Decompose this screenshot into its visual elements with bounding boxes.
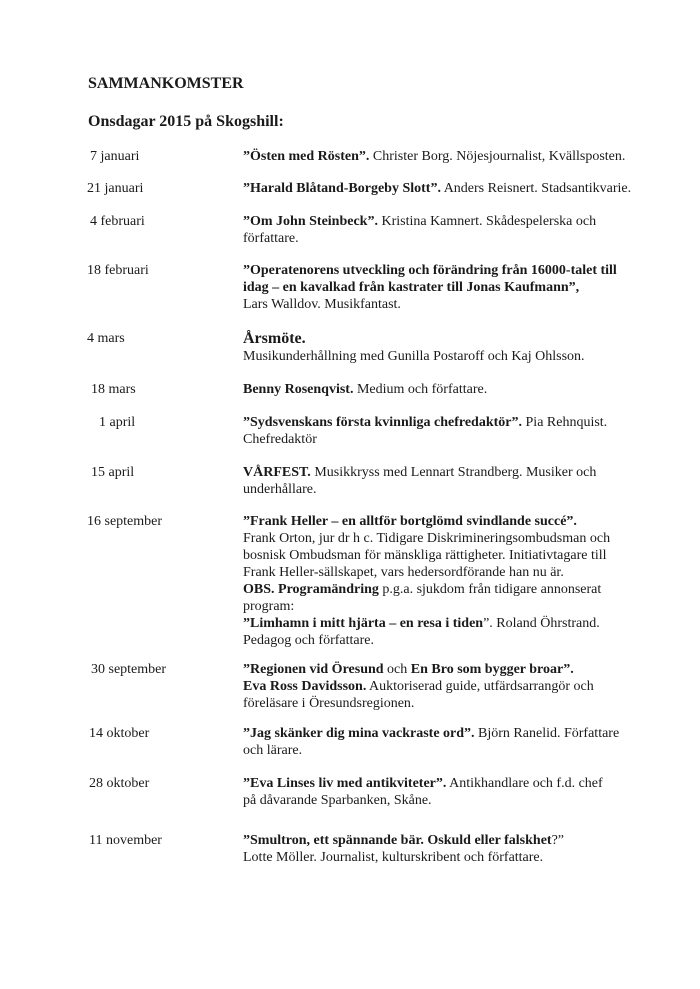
- bold-text: ”Östen med Rösten”.: [243, 149, 370, 164]
- text: Lotte Möller. Journalist, kulturskribent och författare.: [243, 850, 544, 865]
- event-date: 15 april: [91, 465, 135, 480]
- description-line: [243, 381, 643, 398]
- text: Antikhandlare och f.d. chef: [446, 776, 603, 791]
- event-description: [243, 464, 643, 498]
- event-description: [243, 775, 643, 809]
- bold-text: ”Smultron, ett spännande bär. Oskuld eller falskhet: [243, 833, 552, 848]
- text: underhållare.: [243, 482, 317, 497]
- event-description: [243, 180, 643, 197]
- bold-text: ”Regionen vid Öresund: [243, 662, 384, 677]
- event-date: 21 januari: [87, 181, 144, 196]
- description-line: [243, 279, 643, 296]
- event-description: [243, 381, 643, 398]
- event-date: 4 mars: [87, 331, 125, 346]
- bold-text: ”Eva Linses liv med antikviteter”.: [243, 776, 447, 791]
- text: Anders Reisnert. Stadsantikvarie.: [440, 181, 632, 196]
- event-date: 28 oktober: [89, 776, 150, 791]
- text: Medium och författare.: [353, 382, 488, 397]
- text: Musikkryss med Lennart Strandberg. Musiker och: [310, 465, 597, 480]
- description-line: [243, 678, 643, 695]
- bold-text: En Bro som bygger broar”.: [410, 662, 574, 677]
- description-line: [243, 695, 643, 712]
- description-line: [243, 262, 643, 279]
- text: p.g.a. sjukdom från tidigare annonserat: [378, 582, 602, 597]
- event-description: [243, 330, 643, 365]
- event-date: 1 april: [99, 415, 136, 430]
- text: författare.: [243, 231, 299, 246]
- description-line: [243, 348, 643, 365]
- event-date: 14 oktober: [89, 726, 150, 741]
- text: Chefredaktör: [243, 432, 317, 447]
- description-line: [243, 481, 643, 498]
- text: på dåvarande Sparbanken, Skåne.: [243, 793, 432, 808]
- description-line: [243, 530, 643, 547]
- bold-text: ”Om John Steinbeck”.: [243, 214, 378, 229]
- text: program:: [243, 599, 295, 614]
- description-line: [243, 213, 643, 230]
- description-line: [243, 513, 643, 530]
- description-line: [243, 431, 643, 448]
- text: Musikunderhållning med Gunilla Postaroff och Kaj Ohlsson.: [243, 349, 585, 364]
- description-line: [243, 180, 643, 197]
- page-title: SAMMANKOMSTER: [88, 75, 244, 92]
- event-description: [243, 725, 643, 759]
- text: Pia Rehnquist.: [522, 415, 608, 430]
- description-line: [243, 414, 643, 431]
- event-description: [243, 832, 643, 866]
- text: Auktoriserad guide, utfärdsarrangör och: [366, 679, 594, 694]
- bold-text: OBS. Programändring: [243, 582, 379, 597]
- event-date: 7 januari: [90, 149, 140, 164]
- text: Kristina Kamnert. Skådespelerska och: [377, 214, 597, 229]
- bold-text: idag – en kavalkad från kastrater till Jonas Kaufmann”,: [243, 280, 580, 295]
- event-description: [243, 148, 643, 165]
- text: Christer Borg. Nöjesjournalist, Kvällsposten.: [369, 149, 626, 164]
- description-line: [243, 464, 643, 481]
- bold-text: VÅRFEST.: [243, 465, 311, 480]
- event-date: 11 november: [89, 833, 162, 848]
- bold-text: Årsmöte.: [243, 330, 306, 347]
- bold-text: Eva Ross Davidsson.: [243, 679, 367, 694]
- bold-text: ”Jag skänker dig mina vackraste ord”.: [243, 726, 475, 741]
- bold-text: ”Limhamn i mitt hjärta – en resa i tiden: [243, 616, 484, 631]
- event-description: [243, 661, 643, 712]
- text: och: [383, 662, 411, 677]
- description-line: [243, 661, 643, 678]
- description-line: [243, 598, 643, 615]
- text: Frank Orton, jur dr h c. Tidigare Diskrimineringsombudsman och: [243, 531, 611, 546]
- description-line: [243, 564, 643, 581]
- event-date: 30 september: [91, 662, 167, 677]
- description-line: [243, 742, 643, 759]
- bold-text: ”Frank Heller – en alltför bortglömd svindlande succé”.: [243, 514, 577, 529]
- bold-text: ”Harald Blåtand-Borgeby Slott”.: [243, 181, 441, 196]
- event-date: 18 mars: [91, 382, 136, 397]
- text: ”. Roland Öhrstrand.: [483, 616, 600, 631]
- description-line: [243, 849, 643, 866]
- description-line: [243, 832, 643, 849]
- description-line: [243, 792, 643, 809]
- text: ?”: [551, 833, 565, 848]
- text: Frank Heller-sällskapet, vars hedersordförande han nu är.: [243, 565, 564, 580]
- page-subtitle: Onsdagar 2015 på Skogshill:: [88, 113, 284, 130]
- text: Björn Ranelid. Författare: [474, 726, 620, 741]
- description-line: [243, 230, 643, 247]
- description-line: [243, 725, 643, 742]
- description-line: [243, 632, 643, 649]
- event-description: [243, 414, 643, 448]
- event-date: 16 september: [87, 514, 163, 529]
- event-description: [243, 262, 643, 313]
- event-date: 18 februari: [87, 263, 149, 278]
- text: föreläsare i Öresundsregionen.: [243, 696, 415, 711]
- bold-text: Benny Rosenqvist.: [243, 382, 354, 397]
- text: Lars Walldov. Musikfantast.: [243, 297, 401, 312]
- bold-text: ”Operatenorens utveckling och förändring från 16000-talet till: [243, 263, 617, 278]
- description-line: [243, 581, 643, 598]
- description-line: [243, 775, 643, 792]
- bold-text: ”Sydsvenskans första kvinnliga chefredaktör”.: [243, 415, 523, 430]
- event-description: [243, 513, 643, 649]
- text: Pedagog och författare.: [243, 633, 374, 648]
- description-line: [243, 330, 643, 348]
- text: bosnisk Ombudsman för mänskliga rättigheter. Initiativtagare till: [243, 548, 607, 563]
- description-line: [243, 296, 643, 313]
- description-line: [243, 148, 643, 165]
- text: och lärare.: [243, 743, 303, 758]
- event-description: [243, 213, 643, 247]
- description-line: [243, 547, 643, 564]
- event-date: 4 februari: [90, 214, 145, 229]
- description-line: [243, 615, 643, 632]
